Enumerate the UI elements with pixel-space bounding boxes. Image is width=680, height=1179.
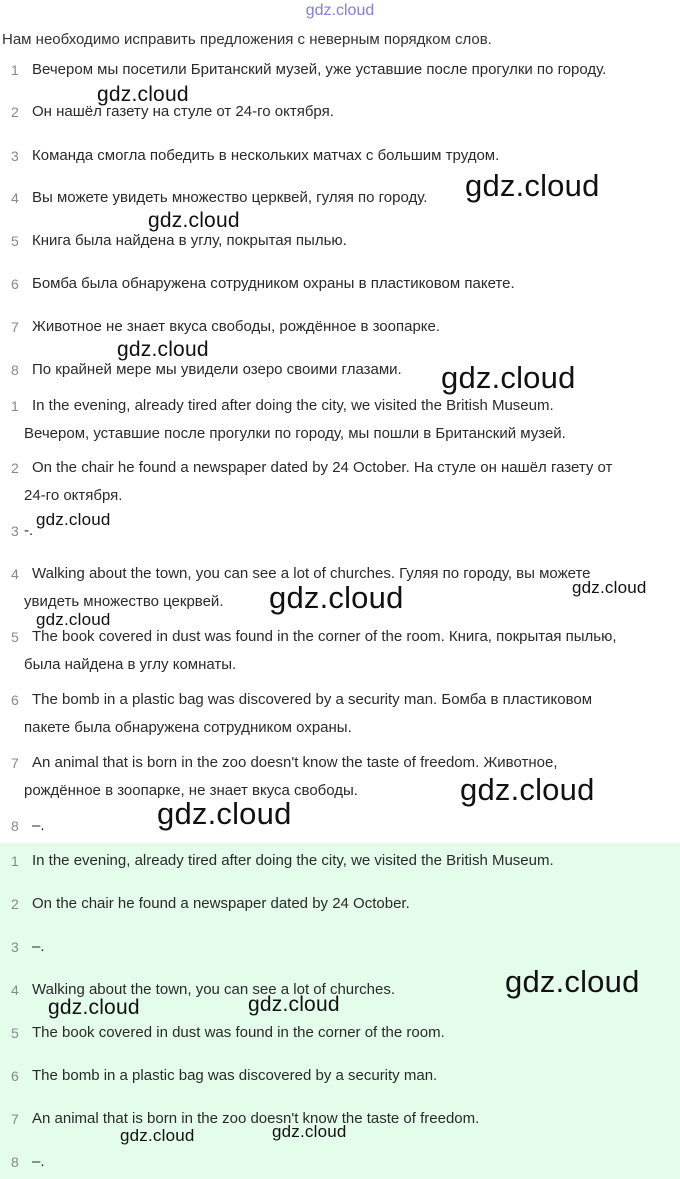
watermark: gdz.cloud (441, 360, 576, 395)
watermark: gdz.cloud (157, 796, 292, 831)
row-text: Walking about the town, you can see a lot of churches. (32, 981, 395, 998)
translation-row (0, 812, 672, 840)
answer-row (0, 890, 672, 918)
row-number: 2 (11, 104, 19, 120)
row-number: 1 (11, 62, 19, 78)
intro-text: Нам необходимо исправить предложения с неверным порядком слов. (2, 31, 492, 48)
answer-row (0, 847, 672, 875)
row-number: 5 (11, 233, 19, 249)
row-text-line1: The book covered in dust was found in the corner of the room. Книга, покрытая пылью, (32, 628, 617, 645)
watermark: gdz.cloud (272, 1122, 347, 1141)
watermark: gdz.cloud (117, 338, 209, 361)
row-number: 3 (11, 939, 19, 955)
row-text: Команда смогла победить в нескольких матчах с большим трудом. (32, 147, 500, 164)
row-number: 7 (11, 1111, 19, 1127)
site-header-logo[interactable]: gdz.cloud (305, 2, 375, 19)
row-text-line2: рождённое в зоопарке, не знает вкуса свободы. (24, 782, 358, 799)
translation-row (0, 686, 672, 742)
row-text-line1: -. (24, 522, 34, 539)
row-text: Он нашёл газету на стуле от 24-го октября. (32, 103, 334, 120)
row-text-line1: The bomb in a plastic bag was discovered by a security man. Бомба в пластиковом (32, 691, 593, 708)
row-number: 6 (11, 1068, 19, 1084)
row-text: An animal that is born in the zoo doesn't know the taste of freedom. (32, 1110, 480, 1127)
translation-row (0, 392, 672, 448)
answer-row (0, 1062, 672, 1090)
row-number: 7 (11, 319, 19, 335)
row-text: Вечером мы посетили Британский музей, уже уставшие после прогулки по городу. (32, 61, 607, 78)
task-row (0, 270, 672, 298)
task-row (0, 56, 672, 84)
watermark: gdz.cloud (465, 168, 600, 203)
translation-row (0, 623, 672, 679)
task-row (0, 227, 672, 255)
row-text-line1: An animal that is born in the zoo doesn't know the taste of freedom. Животное, (32, 754, 558, 771)
row-number: 1 (11, 853, 19, 869)
row-number: 3 (11, 523, 19, 539)
row-text: Животное не знает вкуса свободы, рождённое в зоопарке. (32, 318, 441, 335)
task-row (0, 313, 672, 341)
watermark: gdz.cloud (36, 610, 111, 629)
row-number: 8 (11, 818, 19, 834)
watermark: gdz.cloud (460, 772, 595, 807)
watermark: gdz.cloud (148, 209, 240, 232)
watermark: gdz.cloud (36, 510, 111, 529)
row-number: 6 (11, 692, 19, 708)
answer-row (0, 1019, 672, 1047)
translation-row (0, 454, 672, 510)
row-text-line2: пакете была обнаружена сотрудником охраны. (24, 719, 352, 736)
row-text: По крайней мере мы увидели озеро своими глазами. (32, 361, 402, 378)
row-text-line2: 24-го октября. (24, 487, 123, 504)
row-text: In the evening, already tired after doing the city, we visited the British Museum. (32, 852, 554, 869)
row-text: The bomb in a plastic bag was discovered by a security man. (32, 1067, 438, 1084)
answer-row (0, 933, 672, 961)
row-text: Книга была найдена в углу, покрытая пылью. (32, 232, 347, 249)
answer-row (0, 1148, 672, 1176)
watermark: gdz.cloud (248, 993, 340, 1016)
row-text-line2: увидеть множество цекрвей. (24, 593, 224, 610)
row-number: 4 (11, 566, 19, 582)
row-text-line1: On the chair he found a newspaper dated by 24 October. На стуле он нашёл газету от (32, 459, 613, 476)
task-row (0, 142, 672, 170)
row-number: 8 (11, 1154, 19, 1170)
row-number: 5 (11, 629, 19, 645)
watermark: gdz.cloud (505, 964, 640, 999)
watermark: gdz.cloud (97, 83, 189, 106)
watermark: gdz.cloud (269, 580, 404, 615)
row-number: 2 (11, 896, 19, 912)
row-text: Вы можете увидеть множество церквей, гуляя по городу. (32, 189, 428, 206)
row-number: 1 (11, 398, 19, 414)
row-text: –. (32, 1153, 45, 1170)
row-number: 5 (11, 1025, 19, 1041)
row-number: 6 (11, 276, 19, 292)
row-number: 7 (11, 755, 19, 771)
row-number: 4 (11, 982, 19, 998)
watermark: gdz.cloud (48, 996, 140, 1019)
watermark: gdz.cloud (572, 578, 647, 597)
row-text-line2: была найдена в углу комнаты. (24, 656, 237, 673)
row-text: Бомба была обнаружена сотрудником охраны в пластиковом пакете. (32, 275, 515, 292)
row-text-line2: Вечером, уставшие после прогулки по городу, мы пошли в Британский музей. (24, 425, 566, 442)
row-text: –. (32, 938, 45, 955)
watermark: gdz.cloud (120, 1126, 195, 1145)
row-number: 8 (11, 362, 19, 378)
row-text-line1: –. (32, 817, 45, 834)
row-number: 3 (11, 148, 19, 164)
row-text: On the chair he found a newspaper dated by 24 October. (32, 895, 410, 912)
row-number: 4 (11, 190, 19, 206)
row-text: The book covered in dust was found in the corner of the room. (32, 1024, 445, 1041)
row-text-line1: In the evening, already tired after doing the city, we visited the British Museum. (32, 397, 554, 414)
row-text-line1: Walking about the town, you can see a lot of churches. Гуляя по городу, вы можете (32, 565, 591, 582)
row-number: 2 (11, 460, 19, 476)
